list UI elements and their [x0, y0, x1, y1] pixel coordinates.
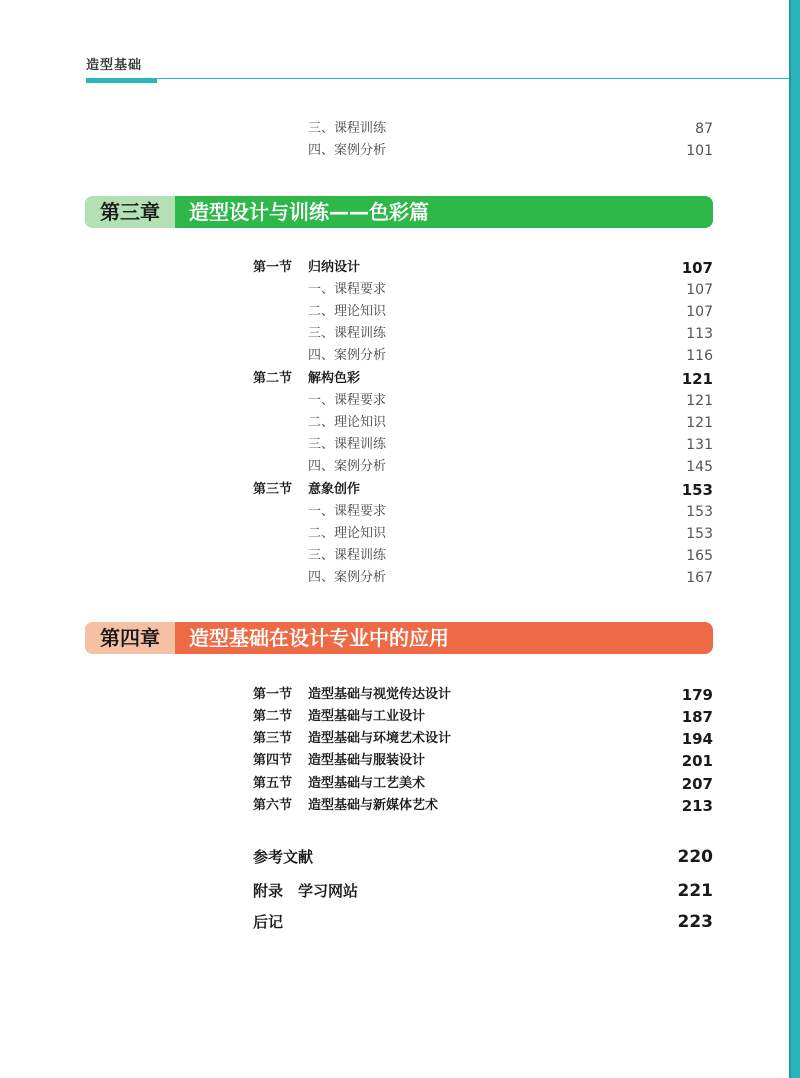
section-number: 第五节 [253, 776, 293, 791]
toc-item-label: 三、课程训练 [308, 121, 387, 136]
section-number: 第一节 [253, 260, 293, 275]
toc-back-matter[interactable] [253, 880, 713, 902]
toc-item[interactable] [308, 545, 713, 567]
toc-item[interactable] [308, 501, 713, 523]
toc-item[interactable] [308, 434, 713, 456]
toc-section[interactable] [253, 368, 713, 390]
toc-item-page: 121 [686, 393, 713, 409]
back-matter-label: 附录 学习网站 [253, 882, 359, 900]
section-title: 造型基础与工业设计 [308, 709, 426, 724]
toc-item-label: 一、课程要求 [308, 504, 387, 519]
chapter-3-tab: 第三章 [85, 196, 175, 228]
toc-item-page: 165 [686, 548, 713, 564]
chapter-3-banner[interactable] [85, 196, 713, 228]
toc-item-label: 一、课程要求 [308, 282, 387, 297]
toc-item-page: 107 [686, 304, 713, 320]
toc-item[interactable] [308, 118, 713, 140]
section-title: 造型基础与新媒体艺术 [308, 798, 439, 813]
toc-section[interactable] [253, 773, 713, 795]
back-matter-page: 221 [677, 881, 713, 901]
section-number: 第二节 [253, 709, 293, 724]
toc-section[interactable] [253, 684, 713, 706]
side-bar-edge [789, 0, 791, 1078]
toc-item-page: 116 [686, 348, 713, 364]
chapter-4-title: 造型基础在设计专业中的应用 [189, 626, 449, 650]
toc-item-label: 一、课程要求 [308, 393, 387, 408]
toc-item-page: 131 [686, 437, 713, 453]
section-page: 187 [681, 708, 713, 726]
toc-section[interactable] [253, 706, 713, 728]
toc-item-page: 87 [695, 121, 713, 137]
section-title: 归纳设计 [308, 260, 361, 275]
toc-section[interactable] [253, 479, 713, 501]
toc-item-label: 四、案例分析 [308, 143, 387, 158]
back-matter-page: 220 [677, 847, 713, 867]
toc-item-page: 113 [686, 326, 713, 342]
toc-item-label: 三、课程训练 [308, 326, 387, 341]
toc-item-label: 二、理论知识 [308, 415, 387, 430]
toc-item[interactable] [308, 323, 713, 345]
running-header-title: 造型基础 [86, 58, 143, 73]
back-matter-label: 参考文献 [253, 848, 314, 866]
section-number: 第四节 [253, 753, 293, 768]
section-number: 第二节 [253, 371, 293, 386]
toc-item[interactable] [308, 523, 713, 545]
section-number: 第六节 [253, 798, 293, 813]
section-title: 解构色彩 [308, 371, 361, 386]
toc-item-label: 三、课程训练 [308, 548, 387, 563]
section-page: 153 [681, 481, 713, 499]
toc-item-page: 145 [686, 459, 713, 475]
toc-item-page: 101 [686, 143, 713, 159]
chapter-3-title: 造型设计与训练——色彩篇 [189, 200, 429, 224]
toc-item[interactable] [308, 567, 713, 589]
toc-item-page: 153 [686, 526, 713, 542]
section-page: 207 [681, 775, 713, 793]
section-page: 213 [681, 797, 713, 815]
toc-item[interactable] [308, 456, 713, 478]
toc-back-matter[interactable] [253, 846, 713, 868]
toc-item[interactable] [308, 301, 713, 323]
section-title: 造型基础与工艺美术 [308, 776, 426, 791]
section-title: 造型基础与环境艺术设计 [308, 731, 452, 746]
section-title: 造型基础与服装设计 [308, 753, 426, 768]
toc-item[interactable] [308, 279, 713, 301]
toc-item-label: 四、案例分析 [308, 348, 387, 363]
toc-item[interactable] [308, 140, 713, 162]
toc-item[interactable] [308, 390, 713, 412]
toc-section[interactable] [253, 257, 713, 279]
toc-item[interactable] [308, 412, 713, 434]
toc-item[interactable] [308, 345, 713, 367]
back-matter-label: 后记 [253, 913, 284, 931]
header-rule [86, 78, 789, 79]
toc-item-page: 107 [686, 282, 713, 298]
section-title: 意象创作 [308, 482, 361, 497]
section-page: 107 [681, 259, 713, 277]
section-number: 第三节 [253, 731, 293, 746]
toc-section[interactable] [253, 795, 713, 817]
chapter-4-banner[interactable] [85, 622, 713, 654]
toc-item-label: 四、案例分析 [308, 459, 387, 474]
side-color-bar [789, 0, 800, 1078]
toc-item-page: 121 [686, 415, 713, 431]
toc-item-page: 167 [686, 570, 713, 586]
toc-section[interactable] [253, 728, 713, 750]
header-accent-bar [86, 78, 157, 83]
section-number: 第三节 [253, 482, 293, 497]
section-page: 201 [681, 752, 713, 770]
chapter-4-tab: 第四章 [85, 622, 175, 654]
toc-item-label: 四、案例分析 [308, 570, 387, 585]
toc-item-label: 二、理论知识 [308, 526, 387, 541]
section-page: 179 [681, 686, 713, 704]
back-matter-page: 223 [677, 912, 713, 932]
section-title: 造型基础与视觉传达设计 [308, 687, 452, 702]
section-page: 121 [681, 370, 713, 388]
toc-back-matter[interactable] [253, 911, 713, 933]
toc-item-label: 三、课程训练 [308, 437, 387, 452]
toc-section[interactable] [253, 750, 713, 772]
toc-item-page: 153 [686, 504, 713, 520]
section-page: 194 [681, 730, 713, 748]
toc-item-label: 二、理论知识 [308, 304, 387, 319]
section-number: 第一节 [253, 687, 293, 702]
